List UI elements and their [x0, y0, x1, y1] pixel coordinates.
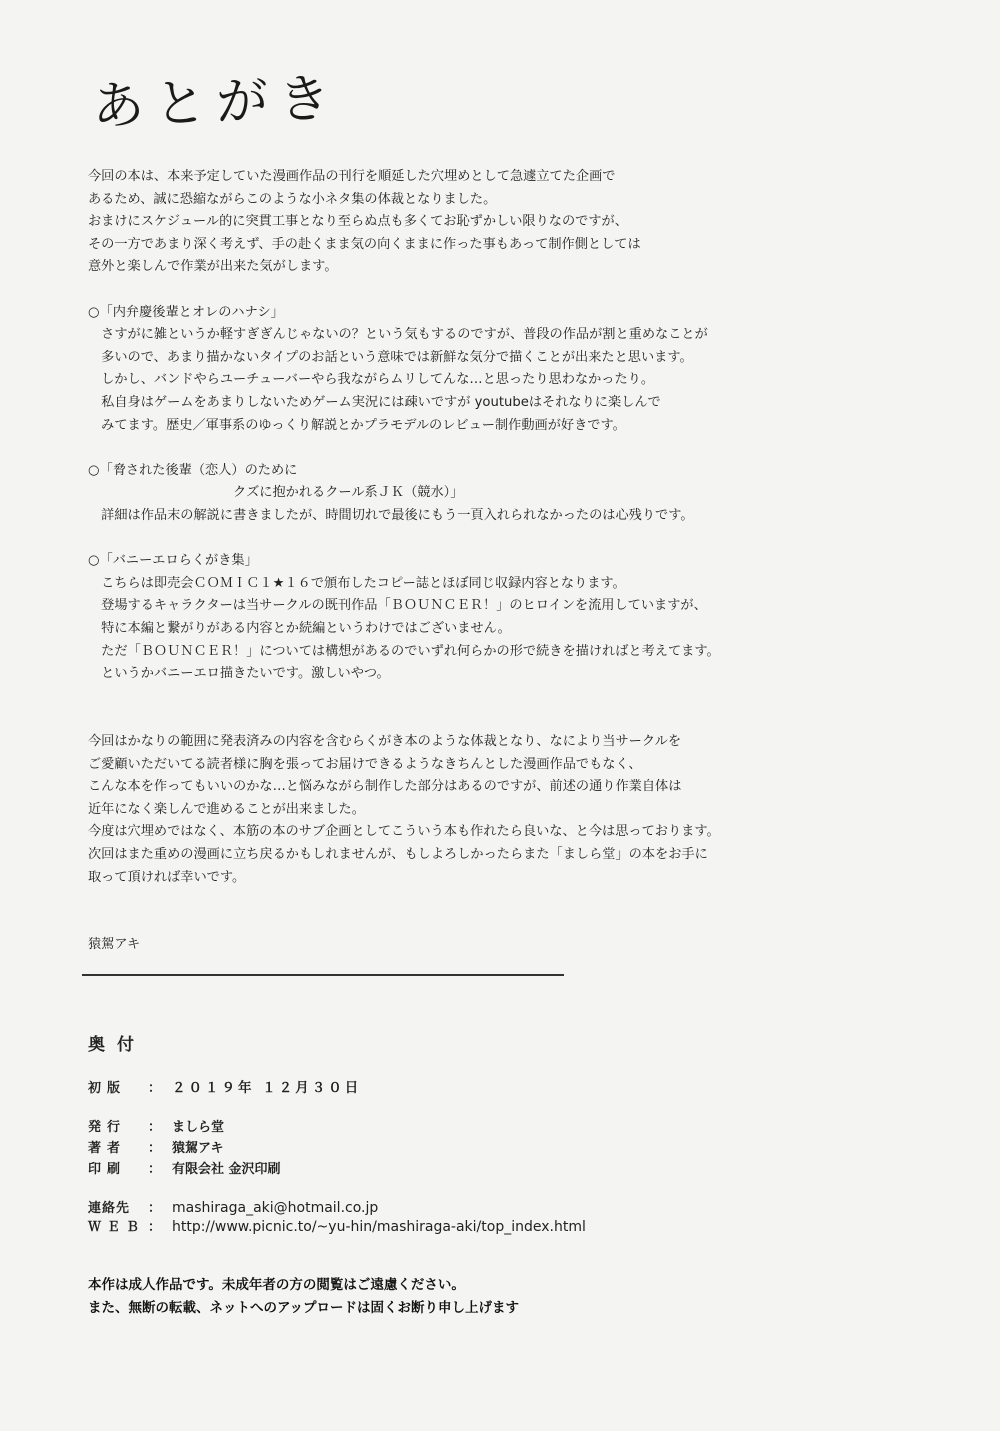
afterword-line: というかバニーエロ描きたいです。激しいやつ。 — [88, 666, 390, 682]
colon: ： — [148, 1162, 162, 1177]
afterword-line: 近年になく楽しんで進めることが出来ました。 — [88, 801, 365, 817]
afterword-line: こちらは即売会ＣＯＭＩＣ１★１６で頒布したコピー誌とほぼ同じ収録内容となります。 — [88, 575, 626, 591]
afterword-line: ただ「ＢＯＵＮＣＥＲ！」については構想があるのでいずれ何らかの形で続きを描ければと考えてます。 — [88, 643, 720, 659]
colophon-row-author — [88, 1137, 223, 1156]
afterword-line: しかし、バンドやらユーチューバーやら我ながらムリしてんな…と思ったり思わなかったり。 — [88, 372, 655, 388]
afterword-line: 詳細は作品末の解説に書きましたが、時間切れで最後にもう一頁入れられなかったのは心残りです。 — [88, 508, 694, 523]
edition-value: ２０１９年 １２月３０日 — [172, 1080, 362, 1096]
afterword-line: 今回の本は、本来予定していた漫画作品の刊行を順延した穴埋めとして急遽立てた企画で — [88, 169, 616, 184]
contact-email[interactable]: mashiraga_aki@hotmail.co.jp — [172, 1200, 379, 1216]
afterword-line: 登場するキャラクターは当サークルの既刊作品「ＢＯＵＮＣＥＲ！」のヒロインを流用していますが、 — [88, 598, 707, 614]
colophon-title: 奥付 — [88, 1035, 146, 1055]
afterword-line: 今度は穴埋めではなく、本筋の本のサブ企画としてこういう本も作れたら良いな、と今は思っております。 — [88, 824, 720, 840]
publisher-label: 発行 — [88, 1120, 127, 1135]
afterword-line: 多いので、あまり描かないタイプのお話という意味では新鮮な気分で描くことが出来たと思います。 — [88, 349, 693, 365]
afterword-line: 取って頂ければ幸いです。 — [88, 869, 246, 885]
afterword-line: こんな本を作ってもいいのかな…と悩みながら制作した部分はあるのですが、前述の通り作業自体は — [88, 779, 682, 795]
author-value: 猿駕アキ — [172, 1141, 224, 1156]
afterword-line: おまけにスケジュール的に突貫工事となり至らぬ点も多くてお恥ずかしい限りなのですが、 — [88, 214, 628, 230]
colon: ： — [148, 1201, 162, 1216]
adult-notice: 本作は成人作品です。未成年者の方の閲覧はご遠慮ください。 — [88, 1277, 465, 1293]
afterword-line: みてます。歴史／軍事系のゆっくり解説とかプラモデルのレビュー制作動画が好きです。 — [88, 417, 626, 433]
publisher-value: ましら堂 — [172, 1120, 225, 1135]
author-signature: 猿駕アキ — [88, 937, 141, 953]
afterword-line: ○「内弁慶後輩とオレのハナシ」 — [88, 304, 284, 320]
contact-label: 連絡先 — [88, 1201, 131, 1216]
afterword-line: 次回はまた重めの漫画に立ち戻るかもしれませんが、もしよろしかったらまた「ましら堂」の本をお手に — [88, 847, 708, 862]
colon: ： — [148, 1141, 162, 1156]
afterword-title: あとがき — [91, 68, 342, 138]
redistribution-notice: また、無断の転載、ネットへのアップロードは固くお断り申し上げます — [88, 1300, 520, 1316]
afterword-line: 今回はかなりの範囲に発表済みの内容を含むらくがき本のような体裁となり、なにより当サークルを — [88, 734, 682, 749]
afterword-line: ○「バニーエロらくがき集」 — [88, 553, 258, 569]
colophon-row-publisher — [88, 1116, 224, 1135]
printer-label: 印刷 — [88, 1162, 127, 1177]
afterword-line: ○「脅された後輩（恋人）のために — [88, 462, 298, 478]
printer-value: 有限会社 金沢印刷 — [172, 1162, 281, 1177]
edition-label: 初版 — [88, 1081, 127, 1096]
afterword-line: あるため、誠に恐縮ながらこのような小ネタ集の体裁となりました。 — [88, 191, 497, 207]
colophon-row-web — [88, 1216, 586, 1235]
colon: ： — [148, 1220, 162, 1235]
section-divider — [82, 974, 564, 976]
afterword-line: クズに抱かれるクール系ＪＫ（競水）」 — [88, 485, 464, 501]
afterword-line: 私自身はゲームをあまりしないためゲーム実況には疎いですが youtubeはそれなりに楽しんで — [88, 395, 661, 410]
afterword-line: 意外と楽しんで作業が出来た気がします。 — [88, 259, 338, 275]
web-url-link[interactable]: http://www.picnic.to/~yu-hin/mashiraga-aki/top_index.html — [172, 1219, 586, 1235]
colophon-row-printer — [88, 1158, 281, 1177]
afterword-line: 特に本編と繋がりがある内容とか続編というわけではございません。 — [88, 621, 511, 636]
afterword-line: さすがに雑というか軽すぎぎんじゃないの？という気もするのですが、普段の作品が割と重めなことが — [88, 327, 708, 343]
author-label: 著者 — [88, 1141, 127, 1156]
web-label: ＷＥＢ — [88, 1220, 146, 1235]
afterword-line: その一方であまり深く考えず、手の赴くまま気の向くままに作った事もあって制作側としては — [88, 236, 641, 252]
afterword-line: ご愛顧いただいてる読者様に胸を張ってお届けできるようなきちんとした漫画作品でもなく、 — [88, 756, 642, 772]
colon: ： — [148, 1120, 162, 1135]
colon: ： — [148, 1081, 162, 1096]
colophon-row-contact — [88, 1197, 378, 1216]
colophon-row-edition — [88, 1076, 361, 1096]
